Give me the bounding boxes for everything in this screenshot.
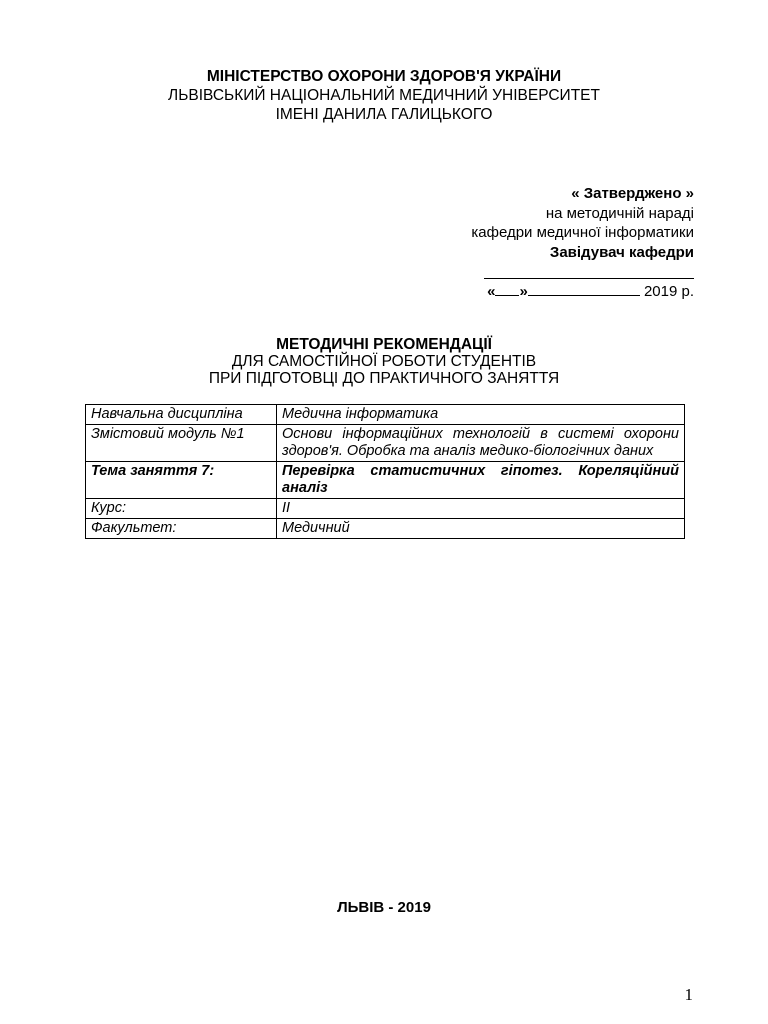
approval-date-line <box>471 282 694 302</box>
row-value: Медичний <box>277 519 685 539</box>
document-header <box>0 67 768 124</box>
row-value: ІІ <box>277 499 685 519</box>
row-value: Медична інформатика <box>277 405 685 425</box>
table-row <box>86 425 685 462</box>
table-row <box>86 462 685 499</box>
signature-line <box>484 264 694 279</box>
row-label: Змістовий модуль №1 <box>86 425 277 462</box>
date-close-quote: » <box>519 283 528 300</box>
table-row <box>86 499 685 519</box>
approval-block <box>471 184 694 302</box>
table-row <box>86 519 685 539</box>
title-main: МЕТОДИЧНІ РЕКОМЕНДАЦІЇ <box>276 336 492 353</box>
approval-meeting-line: на методичній нараді <box>545 204 694 222</box>
info-table <box>85 404 685 539</box>
day-blank <box>495 282 519 296</box>
date-open-quote: « <box>487 283 496 300</box>
row-value: Перевірка статистичних гіпотез. Кореляційний аналіз <box>277 462 685 499</box>
row-value: Основи інформаційних технологій в системі охорони здоров'я. Обробка та аналіз медико-біологічних даних <box>277 425 685 462</box>
page-number: 1 <box>684 985 693 1004</box>
document-title <box>0 336 768 387</box>
department-head-label: Завідувач кафедри <box>549 243 694 261</box>
row-label: Курс: <box>86 499 277 519</box>
approval-year: 2019 р. <box>639 283 694 300</box>
row-label: Факультет: <box>86 519 277 539</box>
approval-department-line: кафедри медичної інформатики <box>471 224 694 241</box>
row-label: Тема заняття 7: <box>86 462 277 499</box>
row-label: Навчальна дисципліна <box>86 405 277 425</box>
city-year: ЛЬВІВ - 2019 <box>337 899 431 916</box>
approved-label: « Затверджено » <box>571 185 694 202</box>
title-sub-1: ДЛЯ САМОСТІЙНОЇ РОБОТИ СТУДЕНТІВ <box>231 353 537 370</box>
university-named-after: ІМЕНІ ДАНИЛА ГАЛИЦЬКОГО <box>275 106 493 123</box>
university-name: ЛЬВІВСЬКИЙ НАЦІОНАЛЬНИЙ МЕДИЧНИЙ УНІВЕРСИТЕТ <box>168 87 600 104</box>
month-blank <box>528 282 640 296</box>
table-row <box>86 405 685 425</box>
title-sub-2: ПРИ ПІДГОТОВЦІ ДО ПРАКТИЧНОГО ЗАНЯТТЯ <box>208 370 560 387</box>
ministry-name: МІНІСТЕРСТВО ОХОРОНИ ЗДОРОВ'Я УКРАЇНИ <box>206 68 562 85</box>
